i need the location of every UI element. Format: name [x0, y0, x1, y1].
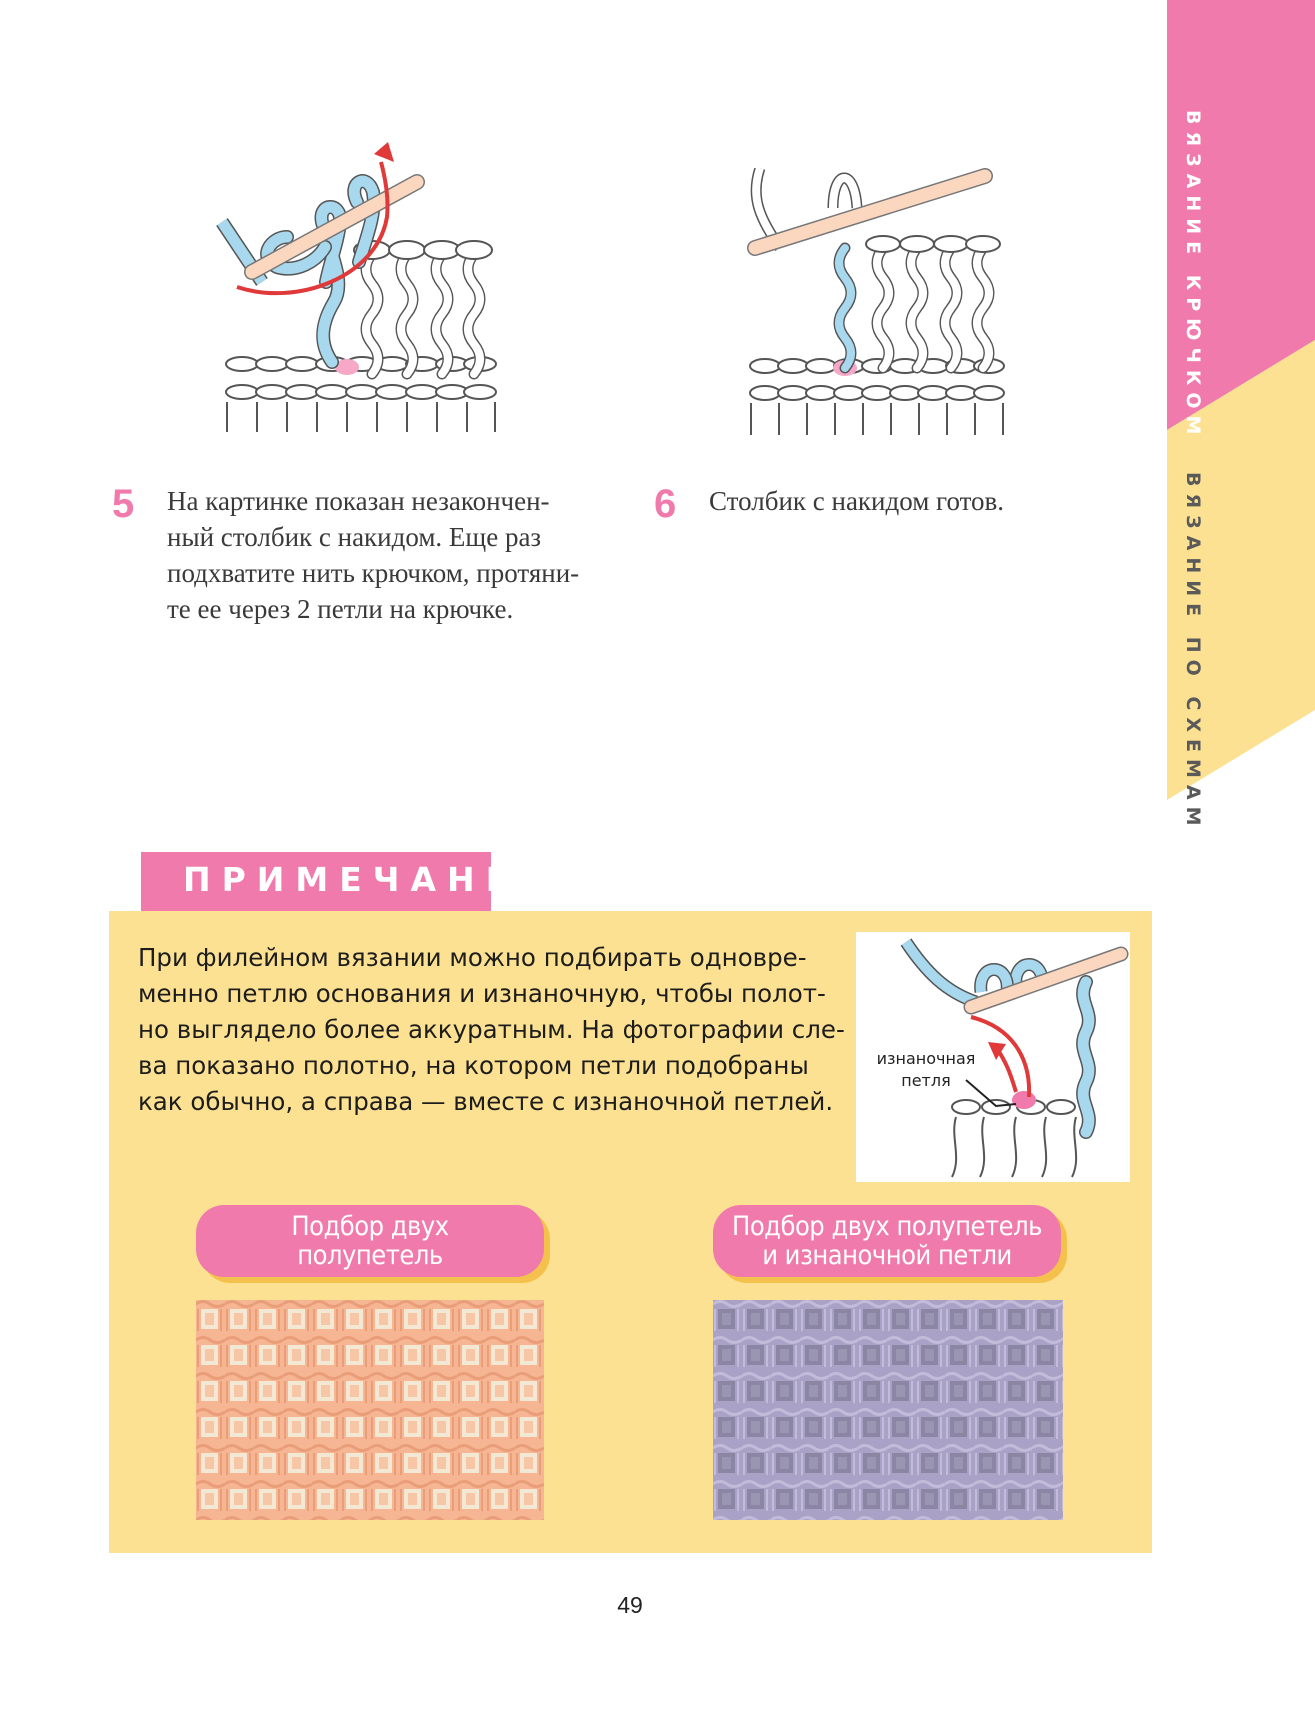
- step-5-number: 5: [112, 482, 135, 526]
- side-tab-shapes: [1155, 0, 1315, 820]
- note-diagram: [856, 932, 1130, 1182]
- sample-right-title: Подбор двух полупетель и изнаночной петли: [713, 1205, 1061, 1277]
- step-5-text: На картинке показан незакончен- ный столбик с накидом. Еще раз подхватите нить крючком, протяни- те ее через 2 петли на крючке.: [167, 486, 580, 624]
- sample-left-title: Подбор двух полупетель: [196, 1205, 544, 1277]
- step-6-text: Столбик с накидом готов.: [709, 486, 1005, 516]
- sample-left-swatch: [196, 1300, 544, 1520]
- back-loop-label: изнаночная петля: [876, 1049, 976, 1090]
- page-number: 49: [617, 1592, 643, 1618]
- side-tab-patterns[interactable]: ВЯЗАНИЕ ПО СХЕМАМ: [1182, 472, 1204, 833]
- note-text: При филейном вязании можно подбирать одновре- менно петлю основания и изнаночную, чтобы полот- но выглядело более аккуратным. На фотографии сле- ва показано полотно, на котором петли подобраны как обычно, а справа — вместе с изнаночной петлей.: [138, 943, 845, 1116]
- step-6-number: 6: [654, 482, 677, 526]
- step-5-illustration: [212, 142, 512, 442]
- side-tab-crochet[interactable]: ВЯЗАНИЕ КРЮЧКОМ: [1182, 110, 1204, 442]
- step-6-illustration: [745, 168, 1015, 443]
- note-title: ПРИМЕЧАНИЕ: [183, 860, 558, 899]
- note-header: [141, 852, 558, 911]
- sample-right-swatch: [713, 1300, 1063, 1520]
